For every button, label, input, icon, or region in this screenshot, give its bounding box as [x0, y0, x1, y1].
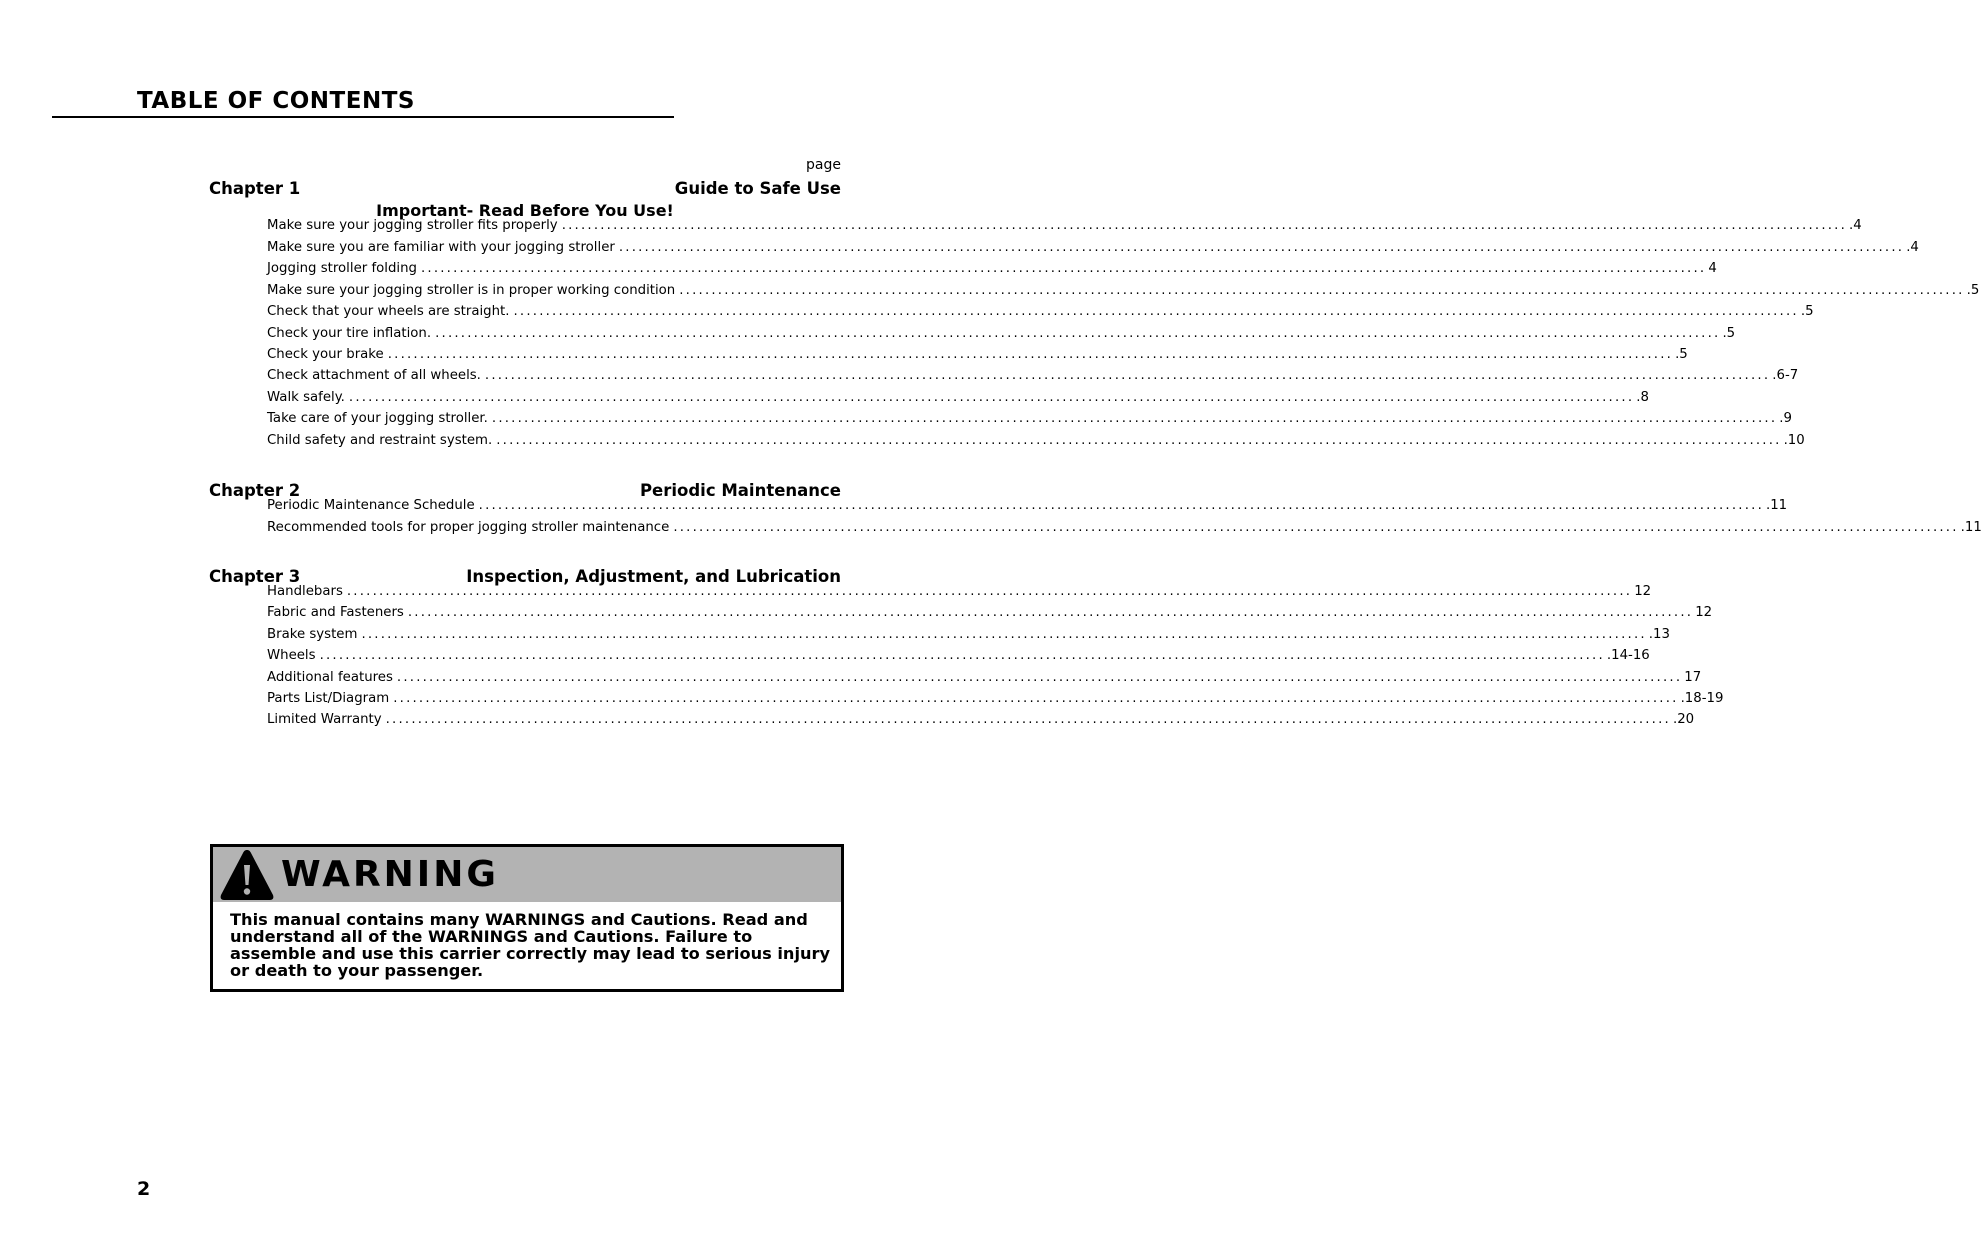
- chapter-title: Guide to Safe Use: [674, 179, 841, 198]
- entry-label: Child safety and restraint system.: [267, 433, 493, 448]
- warning-triangle-icon: [219, 849, 275, 901]
- entry-page: .11: [1766, 498, 1788, 513]
- entry-label: Parts List/Diagram: [267, 691, 390, 706]
- toc-entry[interactable]: [267, 326, 1736, 346]
- leader-dots: ........................................................................................................................................................................................................: [385, 712, 1671, 727]
- warning-box: [210, 844, 844, 992]
- chapter-number: Chapter 3: [209, 567, 301, 586]
- leader-dots: ........................................................................................................................................................................................................: [673, 520, 1959, 535]
- warning-header-band: [213, 847, 841, 902]
- entry-page: 12: [1634, 584, 1652, 599]
- entry-label: Check your tire inflation.: [267, 326, 432, 341]
- entry-label: Check your brake: [267, 347, 384, 362]
- toc-entry[interactable]: [267, 691, 1724, 711]
- leader-dots: ........................................................................................................................................................................................................: [561, 218, 1848, 233]
- toc-entry[interactable]: [267, 605, 1713, 625]
- leader-dots: ........................................................................................................................................................................................................: [513, 304, 1799, 319]
- page-number: 2: [137, 1178, 151, 1200]
- toc-entry[interactable]: [267, 390, 1649, 410]
- chapter-1-subtitle: Important- Read Before You Use!: [376, 201, 674, 220]
- page-column-label: page: [806, 157, 841, 173]
- leader-dots: ........................................................................................................................................................................................................: [484, 368, 1771, 383]
- toc-entry[interactable]: [267, 712, 1695, 732]
- entry-label: Handlebars: [267, 584, 343, 599]
- toc-entry[interactable]: [267, 498, 1788, 518]
- leader-dots: ........................................................................................................................................................................................................: [496, 433, 1782, 448]
- entry-label: Recommended tools for proper jogging stroller maintenance: [267, 520, 670, 535]
- leader-dots: ........................................................................................................................................................................................................: [319, 648, 1605, 663]
- entry-page: 17: [1684, 670, 1702, 685]
- entry-label: Check attachment of all wheels.: [267, 368, 481, 383]
- entry-page: .5: [1966, 283, 1980, 298]
- leader-dots: ........................................................................................................................................................................................................: [361, 627, 1647, 642]
- leader-dots: ........................................................................................................................................................................................................: [420, 261, 1707, 276]
- toc-entry[interactable]: [267, 218, 1862, 238]
- entry-page: .11: [1960, 520, 1982, 535]
- leader-dots: ........................................................................................................................................................................................................: [393, 691, 1679, 706]
- toc-entry[interactable]: [267, 411, 1792, 431]
- chapter-title: Periodic Maintenance: [639, 481, 841, 500]
- toc-entry[interactable]: [267, 520, 1982, 540]
- leader-dots: ........................................................................................................................................................................................................: [348, 390, 1635, 405]
- entry-page: 4: [1708, 261, 1717, 276]
- toc-entry[interactable]: [267, 368, 1799, 388]
- entry-page: .9: [1779, 411, 1792, 426]
- entry-label: Make sure you are familiar with your jogging stroller: [267, 240, 615, 255]
- entry-label: Jogging stroller folding: [267, 261, 417, 276]
- toc-entry[interactable]: [267, 433, 1805, 453]
- entry-page: .4: [1849, 218, 1862, 233]
- entry-page: .5: [1722, 326, 1736, 341]
- toc-entry[interactable]: [267, 584, 1652, 604]
- toc-entry[interactable]: [267, 648, 1650, 668]
- page-title: TABLE OF CONTENTS: [137, 88, 415, 114]
- entry-page: .6-7: [1772, 368, 1799, 383]
- toc-entry[interactable]: [267, 304, 1814, 324]
- leader-dots: ........................................................................................................................................................................................................: [491, 411, 1778, 426]
- entry-label: Make sure your jogging stroller is in proper working condition: [267, 283, 676, 298]
- warning-text: This manual contains many WARNINGS and Cautions. Read and understand all of the WARNINGS and Cautions. Failure to assemble and use this carrier correctly may lead to serious injury or death to your passenger.: [230, 910, 831, 980]
- entry-page: .5: [1800, 304, 1814, 319]
- chapter-number: Chapter 1: [209, 179, 301, 198]
- entry-page: 12: [1695, 605, 1713, 620]
- toc-entry[interactable]: [267, 261, 1717, 281]
- chapter-1-heading: [209, 179, 841, 201]
- entry-page: .14-16: [1606, 648, 1650, 663]
- toc-entry[interactable]: [267, 347, 1688, 367]
- entry-page: .18-19: [1680, 691, 1724, 706]
- entry-label: Periodic Maintenance Schedule: [267, 498, 475, 513]
- toc-entry[interactable]: [267, 240, 1919, 260]
- entry-label: Additional features: [267, 670, 393, 685]
- leader-dots: ........................................................................................................................................................................................................: [407, 605, 1694, 620]
- chapter-title: Inspection, Adjustment, and Lubrication: [466, 567, 841, 586]
- title-underline: [52, 116, 674, 118]
- entry-page: .5: [1675, 347, 1688, 362]
- leader-dots: ........................................................................................................................................................................................................: [618, 240, 1905, 255]
- entry-label: Wheels: [267, 648, 316, 663]
- leader-dots: ........................................................................................................................................................................................................: [679, 283, 1965, 298]
- toc-entry[interactable]: [267, 283, 1980, 303]
- entry-label: Check that your wheels are straight.: [267, 304, 510, 319]
- entry-label: Fabric and Fasteners: [267, 605, 404, 620]
- entry-page: .8: [1636, 390, 1649, 405]
- entry-label: Walk safely.: [267, 390, 345, 405]
- entry-label: Brake system: [267, 627, 358, 642]
- entry-page: .10: [1783, 433, 1805, 448]
- entry-label: Make sure your jogging stroller fits properly: [267, 218, 558, 233]
- leader-dots: ........................................................................................................................................................................................................: [478, 498, 1764, 513]
- warning-heading: WARNING: [281, 854, 499, 895]
- entry-label: Take care of your jogging stroller.: [267, 411, 488, 426]
- entry-label: Limited Warranty: [267, 712, 382, 727]
- entry-page: .13: [1648, 627, 1670, 642]
- entry-page: .20: [1672, 712, 1695, 727]
- toc-entry[interactable]: [267, 627, 1670, 647]
- entry-page: .4: [1906, 240, 1919, 255]
- leader-dots: ........................................................................................................................................................................................................: [346, 584, 1633, 599]
- leader-dots: ........................................................................................................................................................................................................: [396, 670, 1683, 685]
- toc-entry[interactable]: [267, 670, 1702, 690]
- leader-dots: ........................................................................................................................................................................................................: [387, 347, 1674, 362]
- leader-dots: ........................................................................................................................................................................................................: [435, 326, 1721, 341]
- chapter-number: Chapter 2: [209, 481, 301, 500]
